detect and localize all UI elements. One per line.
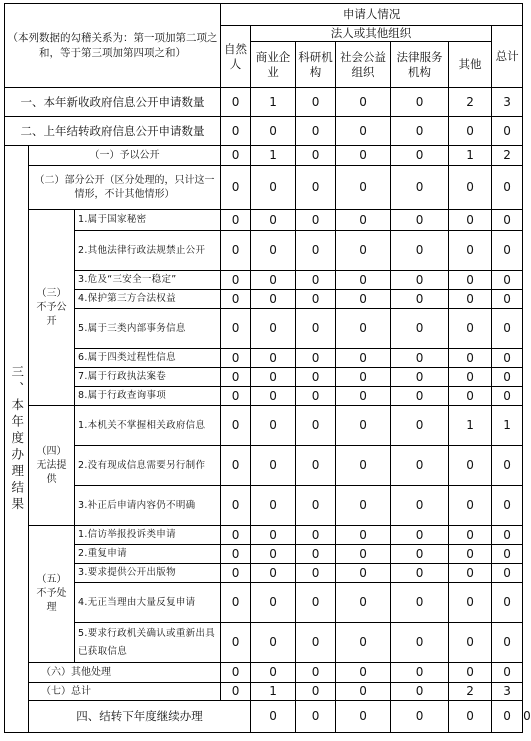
value-cell: 0 [336,406,391,446]
value-cell: 0 [221,146,251,166]
row-label: 5.属于三类内部事务信息 [75,309,221,349]
value-cell: 0 [391,117,449,146]
group3-label: （三）不予公开 [29,210,75,406]
value-cell: 0 [296,486,336,526]
value-cell: 1 [251,88,296,117]
value-cell: 0 [391,446,449,486]
value-cell: 0 [391,88,449,117]
value-cell: 0 [391,309,449,349]
table-row [5,663,523,683]
value-cell: 0 [492,526,523,545]
value-cell: 0 [492,210,523,231]
row-label: 3.要求提供公开出版物 [75,564,221,583]
table-row [5,387,523,406]
value-cell: 0 [336,387,391,406]
value-cell: 0 [296,526,336,545]
value-cell: 0 [296,88,336,117]
value-cell: 0 [336,166,391,210]
legal-other-orgs-header: 法人或其他组织 [251,26,492,42]
value-cell: 0 [296,117,336,146]
value-cell: 0 [296,166,336,210]
row-label: 4.保护第三方合法权益 [75,290,221,309]
value-cell: 0 [449,349,492,368]
value-cell: 0 [221,210,251,231]
value-cell: 0 [391,210,449,231]
research-header: 科研机构 [296,42,336,88]
value-cell: 0 [492,583,523,623]
row-label: 一、本年新收政府信息公开申请数量 [5,88,221,117]
value-cell: 0 [336,663,391,683]
value-cell: 0 [336,88,391,117]
value-cell: 0 [391,545,449,564]
value-cell: 0 [391,146,449,166]
value-cell: 0 [251,349,296,368]
value-cell: 0 [492,309,523,349]
value-cell: 0 [251,166,296,210]
table-row [5,271,523,290]
value-cell: 0 [492,290,523,309]
value-cell: 0 [251,701,296,733]
value-cell: 1 [492,406,523,446]
value-cell: 0 [449,545,492,564]
value-cell: 0 [391,701,449,733]
row-label: 7.属于行政执法案卷 [75,368,221,387]
value-cell: 0 [251,486,296,526]
row-label: 1.属于国家秘密 [75,210,221,231]
value-cell: 0 [449,166,492,210]
table-row [5,545,523,564]
table-row [5,446,523,486]
value-cell: 0 [251,271,296,290]
value-cell: 0 [336,231,391,271]
value-cell: 0 [391,349,449,368]
value-cell: 0 [391,406,449,446]
table-row [5,406,523,446]
disclosure-stats-table [4,3,531,733]
value-cell: 0 [251,583,296,623]
value-cell: 0 [492,368,523,387]
value-cell: 0 [336,526,391,545]
value-cell: 3 [492,683,523,701]
social-welfare-header: 社会公益组织 [336,42,391,88]
table-row [5,146,523,166]
value-cell: 0 [296,210,336,231]
value-cell: 0 [221,526,251,545]
value-cell: 0 [221,231,251,271]
value-cell: 0 [251,623,296,663]
value-cell: 0 [391,583,449,623]
value-cell: 0 [336,583,391,623]
value-cell: 0 [251,117,296,146]
value-cell: 0 [449,583,492,623]
value-cell: 0 [336,683,391,701]
value-cell: 0 [492,231,523,271]
value-cell: 0 [449,446,492,486]
value-cell: 0 [391,231,449,271]
report-table-container [4,3,531,733]
value-cell: 0 [221,623,251,663]
value-cell: 0 [221,349,251,368]
value-cell: 0 [221,387,251,406]
value-cell: 0 [492,349,523,368]
value-cell: 0 [296,271,336,290]
value-cell: 0 [391,564,449,583]
row-label: 8.属于行政查询事项 [75,387,221,406]
value-cell: 2 [449,683,492,701]
section3-label: 三、本年度办理结果 [5,146,29,733]
value-cell: 0 [251,231,296,271]
legal-service-header: 法律服务机构 [391,42,449,88]
value-cell: 1 [251,683,296,701]
value-cell: 0 [251,406,296,446]
value-cell: 0 [449,231,492,271]
value-cell: 0 [449,368,492,387]
value-cell: 0 [251,290,296,309]
value-cell: 0 [296,623,336,663]
value-cell: 0 [336,564,391,583]
other-header: 其他 [449,42,492,88]
row-label: （二）部分公开（区分处理的，只计这一情形，不计其他情形） [29,166,221,210]
value-cell: 0 [251,387,296,406]
value-cell: 0 [492,271,523,290]
total-header: 总计 [492,26,523,88]
table-row [5,309,523,349]
table-row [5,88,523,117]
value-cell: 0 [221,290,251,309]
row-label: 2.重复申请 [75,545,221,564]
value-cell: 3 [492,88,523,117]
value-cell: 0 [336,446,391,486]
value-cell: 0 [221,271,251,290]
row-label: 5.要求行政机关确认或重新出具已获取信息 [75,623,221,663]
value-cell: 0 [221,446,251,486]
value-cell: 0 [296,349,336,368]
value-cell: 0 [296,309,336,349]
value-cell: 0 [221,309,251,349]
table-note: （本列数据的勾稽关系为：第一项加第二项之和，等于第三项加第四项之和） [5,4,221,88]
row-label: 2.其他法律行政法规禁止公开 [75,231,221,271]
table-row [5,290,523,309]
value-cell: 0 [391,623,449,663]
table-row [5,166,523,210]
value-cell: 0 [336,290,391,309]
value-cell: 0 [221,564,251,583]
value-cell: 0 [336,623,391,663]
value-cell: 0 [391,486,449,526]
table-row [5,368,523,387]
value-cell: 0 [296,663,336,683]
value-cell: 0 [492,701,523,733]
value-cell: 0 [296,545,336,564]
value-cell: 0 [251,526,296,545]
value-cell: 0 [391,683,449,701]
table-row [5,210,523,231]
value-cell: 0 [492,663,523,683]
table-row: 四、结转下年度继续办理 0 0 0 0 0 0 0 [5,701,523,733]
value-cell: 0 [296,387,336,406]
value-cell: 0 [391,271,449,290]
value-cell: 0 [336,701,391,733]
value-cell: 0 [221,368,251,387]
value-cell: 0 [492,623,523,663]
value-cell: 0 [336,146,391,166]
value-cell: 0 [296,446,336,486]
value-cell: 0 [492,545,523,564]
value-cell: 0 [449,663,492,683]
value-cell: 0 [296,290,336,309]
value-cell: 1 [251,146,296,166]
value-cell: 0 [251,663,296,683]
value-cell: 0 [251,368,296,387]
value-cell: 0 [492,166,523,210]
value-cell: 0 [336,210,391,231]
table-row [5,564,523,583]
value-cell: 0 [296,231,336,271]
value-cell: 0 [449,387,492,406]
row-label: 1.信访举报投诉类申请 [75,526,221,545]
value-cell: 0 [296,701,336,733]
value-cell: 0 [221,545,251,564]
value-cell: 0 [449,701,492,733]
value-cell: 0 [449,290,492,309]
value-cell: 0 [296,406,336,446]
row-label: （一）予以公开 [29,146,221,166]
value-cell: 0 [391,290,449,309]
row-label: 3.危及“三安全一稳定” [75,271,221,290]
table-row [5,231,523,271]
value-cell: 0 [492,446,523,486]
value-cell: 0 [336,486,391,526]
value-cell: 0 [336,368,391,387]
value-cell: 0 [391,526,449,545]
table-row [5,623,523,663]
value-cell: 0 [221,406,251,446]
value-cell: 2 [449,88,492,117]
natural-person-header: 自然人 [221,26,251,88]
value-cell: 0 [251,210,296,231]
table-row [5,583,523,623]
value-cell: 0 [336,349,391,368]
value-cell: 0 [221,166,251,210]
value-cell: 0 [391,368,449,387]
value-cell: 0 [221,583,251,623]
value-cell: 0 [251,309,296,349]
value-cell: 0 [449,271,492,290]
value-cell: 0 [449,309,492,349]
value-cell: 0 [449,564,492,583]
row-label: 1.本机关不掌握相关政府信息 [75,406,221,446]
table-row [5,683,523,701]
value-cell: 0 [221,117,251,146]
value-cell: 0 [391,166,449,210]
value-cell: 1 [449,146,492,166]
value-cell: 0 [221,88,251,117]
value-cell: 0 [296,368,336,387]
row-label: （六）其他处理 [29,663,221,683]
value-cell: 0 [449,210,492,231]
value-cell: 0 [336,309,391,349]
value-cell: 0 [449,623,492,663]
value-cell: 0 [251,564,296,583]
row-label: 3.补正后申请内容仍不明确 [75,486,221,526]
value-cell: 0 [492,486,523,526]
value-cell: 0 [391,663,449,683]
value-cell: 0 [336,545,391,564]
table-row [5,486,523,526]
table-row [5,117,523,146]
value-cell: 0 [296,683,336,701]
value-cell: 0 [221,663,251,683]
value-cell: 0 [449,117,492,146]
value-cell: 0 [296,564,336,583]
row-label: 4.无正当理由大量反复申请 [75,583,221,623]
value-cell: 0 [336,271,391,290]
value-cell: 0 [449,486,492,526]
value-cell: 0 [296,146,336,166]
row-label: 四、结转下年度继续办理 [29,701,251,733]
value-cell: 2 [492,146,523,166]
value-cell: 0 [296,583,336,623]
value-cell: 1 [449,406,492,446]
group5-label: （五）不予处理 [29,526,75,663]
value-cell: 0 [221,683,251,701]
value-cell: 0 [492,564,523,583]
value-cell: 0 [492,117,523,146]
value-cell: 0 [391,387,449,406]
value-cell: 0 [492,387,523,406]
value-cell: 0 [449,526,492,545]
value-cell: 0 [251,545,296,564]
table-row [5,349,523,368]
value-cell: 0 [251,446,296,486]
value-cell: 0 [336,117,391,146]
row-label: 2.没有现成信息需要另行制作 [75,446,221,486]
row-label: 二、上年结转政府信息公开申请数量 [5,117,221,146]
applicant-situation-header: 申请人情况 [221,4,523,26]
table-row [5,526,523,545]
value-cell: 0 [221,486,251,526]
row-label: （七）总计 [29,683,221,701]
commercial-header: 商业企业 [251,42,296,88]
group4-label: （四）无法提供 [29,406,75,526]
row-label: 6.属于四类过程性信息 [75,349,221,368]
